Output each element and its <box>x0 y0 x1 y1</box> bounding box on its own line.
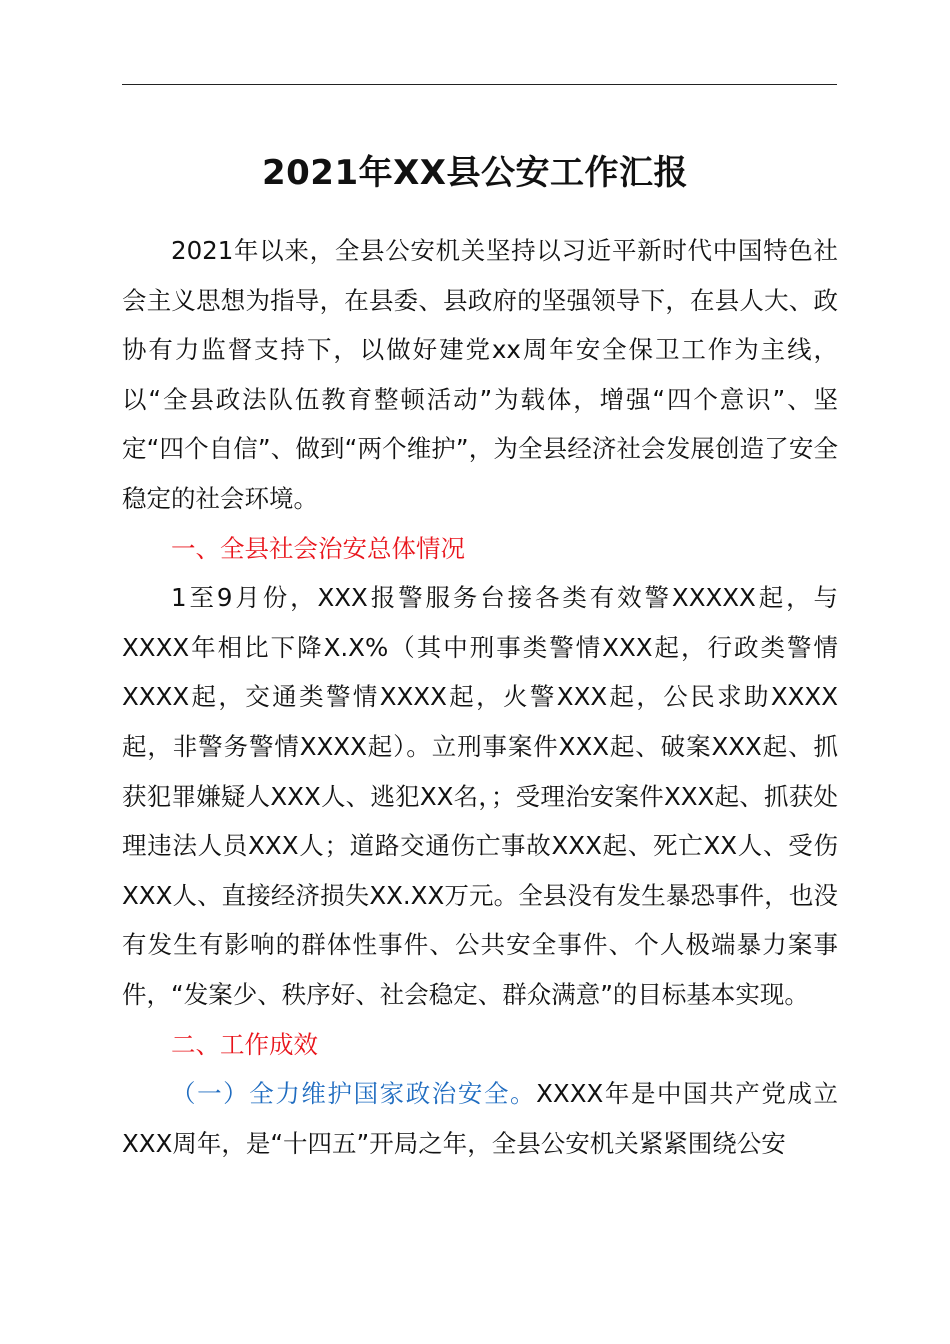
section-1-heading: 一、全县社会治安总体情况 <box>171 533 465 563</box>
intro-paragraph: 2021年以来，全县公安机关坚持以习近平新时代中国特色社会主义思想为指导，在县委、县政府的坚强领导下，在县人大、政协有力监督支持下，以做好建党xx周年安全保卫工作为主线，以“全县政法队伍教育整顿活动”为载体，增强“四个意识”、坚定“四个自信”、做到“两个维护”，为全县经济社会发展创造了安全稳定的社会环境。 <box>122 236 838 513</box>
document-body <box>122 226 838 1168</box>
section-2-sub-1-text: XXXX年是中国共产党成立XXX周年，是“十四五”开局之年，全县公安机关紧紧围绕公安 <box>122 1079 839 1158</box>
section-1-paragraph: 1至9月份，XXX报警服务台接各类有效警XXXXX起，与XXXX年相比下降X.X%（其中刑事类警情XXX起，行政类警情XXXX起，交通类警情XXXX起，火警XXX起，公民求助XXXX起，非警务警情XXXX起）。立刑事案件XXX起、破案XXX起、抓获犯罪嫌疑人XXX人、逃犯XX名，；受理治安案件XXX起、抓获处理违法人员XXX人；道路交通伤亡事故XXX起、死亡XX人、受伤XXX人、直接经济损失XX.XX万元。全县没有发生暴恐事件，也没有发生有影响的群体性事件、公共安全事件、个人极端暴力案事件，“发案少、秩序好、社会稳定、群众满意”的目标基本实现。 <box>122 583 838 1009</box>
section-2-sub-1-paragraph <box>122 1069 838 1168</box>
section-2-sub-1-heading: （一）全力维护国家政治安全。 <box>171 1079 537 1109</box>
section-2-heading: 二、工作成效 <box>171 1029 318 1059</box>
document-title: 2021年XX县公安工作汇报 <box>261 153 689 193</box>
header-rule <box>122 84 837 85</box>
